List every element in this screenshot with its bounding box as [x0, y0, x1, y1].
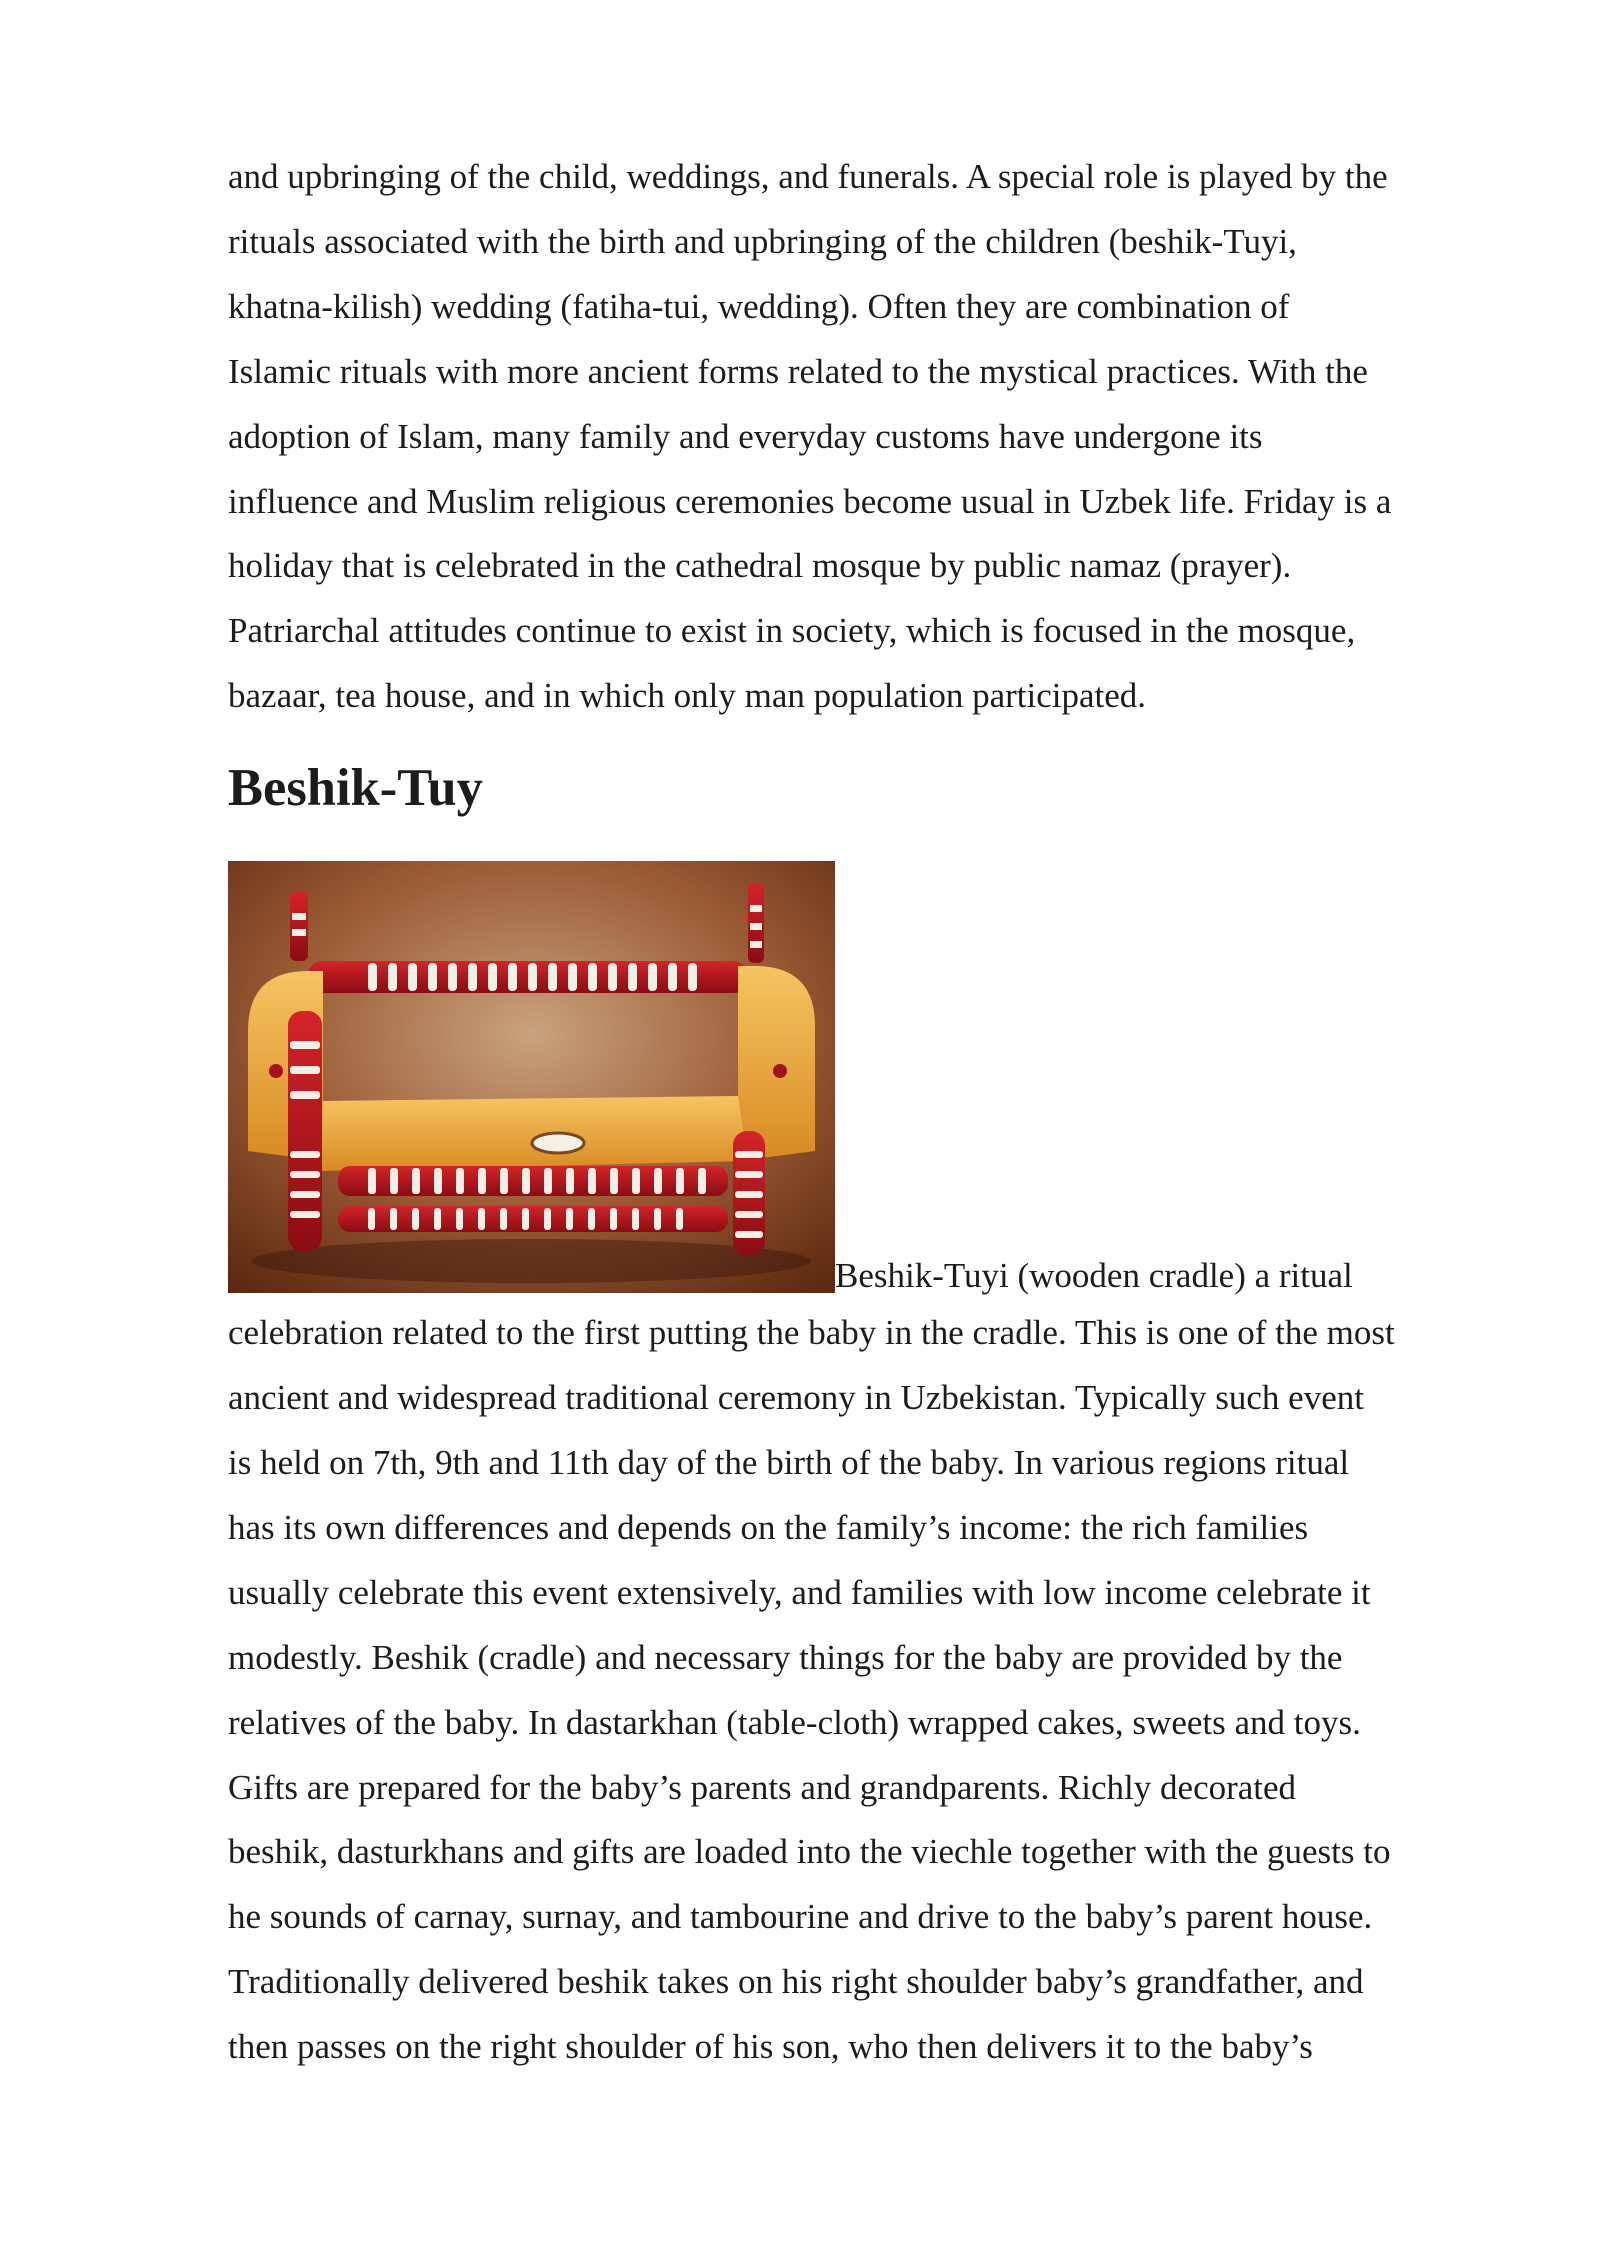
section-heading: Beshik-Tuy [228, 759, 483, 818]
body-paragraph [228, 1301, 1488, 2080]
text-line: holiday that is celebrated in the cathedral mosque by public namaz (prayer). [228, 546, 1292, 586]
text-line: has its own differences and depends on the family’s income: the rich families [228, 1507, 1309, 1547]
intro-paragraph [228, 145, 1488, 729]
figure-row [228, 861, 1488, 1296]
text-line: bazaar, tea house, and in which only man population participated. [228, 676, 1147, 716]
text-line: beshik, dasturkhans and gifts are loaded into the viechle together with the guests to [228, 1832, 1391, 1872]
text-line: relatives of the baby. In dastarkhan (table-cloth) wrapped cakes, sweets and toys. [228, 1702, 1361, 1742]
text-line: usually celebrate this event extensively, and families with low income celebrate it [228, 1572, 1371, 1612]
text-line: celebration related to the first putting the baby in the cradle. This is one of the most [228, 1313, 1395, 1353]
cradle-photo [228, 861, 835, 1293]
text-line: and upbringing of the child, weddings, and funerals. A special role is played by the [228, 157, 1388, 196]
document-page [228, 145, 1488, 2080]
text-line: rituals associated with the birth and upbringing of the children (beshik-Tuyi, [228, 221, 1297, 261]
text-line: he sounds of carnay, surnay, and tambourine and drive to the baby’s parent house. [228, 1897, 1373, 1937]
text-line: Patriarchal attitudes continue to exist in society, which is focused in the mosque, [228, 611, 1356, 651]
text-line: Traditionally delivered beshik takes on his right shoulder baby’s grandfather, and [228, 1962, 1364, 2002]
figure-caption-start: Beshik-Tuyi (wooden cradle) a ritual [835, 1256, 1353, 1296]
text-line: then passes on the right shoulder of his son, who then delivers it to the baby’s [228, 2027, 1313, 2067]
text-line: khatna-kilish) wedding (fatiha-tui, wedding). Often they are combination of [228, 286, 1290, 326]
text-line: influence and Muslim religious ceremonies become usual in Uzbek life. Friday is a [228, 481, 1392, 521]
text-line: Gifts are prepared for the baby’s parents and grandparents. Richly decorated [228, 1767, 1297, 1807]
text-line: ancient and widespread traditional ceremony in Uzbekistan. Typically such event [228, 1378, 1364, 1418]
text-line: is held on 7th, 9th and 11th day of the birth of the baby. In various regions ritual [228, 1442, 1350, 1482]
text-line: Islamic rituals with more ancient forms related to the mystical practices. With the [228, 351, 1368, 391]
text-line: adoption of Islam, many family and everyday customs have undergone its [228, 416, 1263, 456]
text-line: modestly. Beshik (cradle) and necessary things for the baby are provided by the [228, 1637, 1343, 1677]
